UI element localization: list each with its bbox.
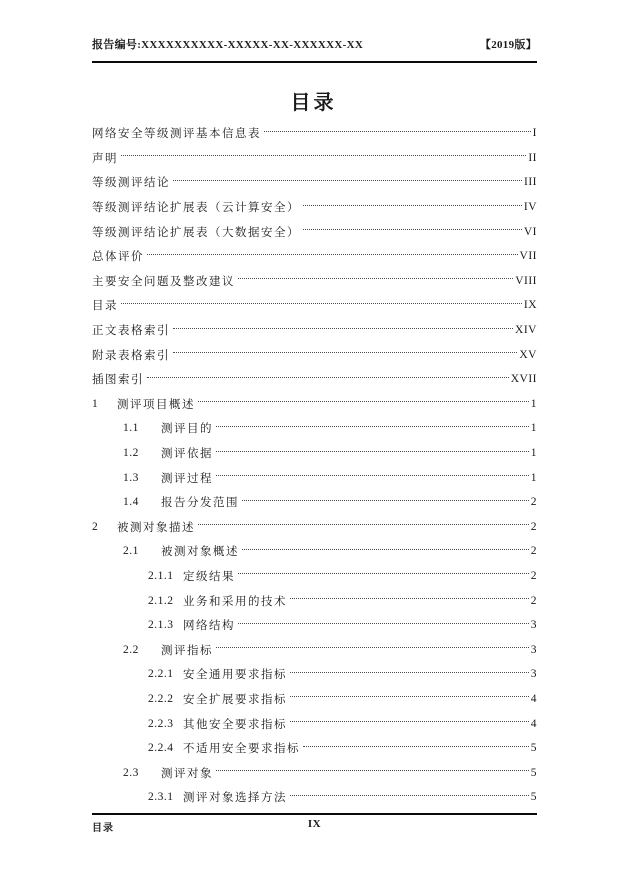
toc-row bbox=[92, 121, 537, 146]
table-of-contents bbox=[92, 121, 537, 810]
toc-entry-page: 2 bbox=[530, 496, 537, 509]
toc-entry-label: 声明 bbox=[92, 152, 118, 165]
footer-section-label: 目录 bbox=[92, 823, 114, 834]
toc-entry-page: 1 bbox=[530, 447, 537, 460]
toc-entry-number: 1.1 bbox=[123, 422, 139, 435]
dot-leader bbox=[216, 475, 529, 476]
toc-row bbox=[92, 219, 537, 244]
toc-entry-label: 总体评价 bbox=[92, 251, 144, 264]
toc-entry-page: IV bbox=[523, 201, 537, 214]
toc-entry-label: 网络结构 bbox=[183, 620, 235, 633]
toc-row bbox=[92, 416, 537, 441]
page-footer bbox=[92, 813, 537, 837]
dot-leader bbox=[290, 795, 529, 796]
dot-leader bbox=[216, 647, 529, 648]
toc-entry-number: 2.3.1 bbox=[148, 791, 174, 804]
toc-entry-number: 2.2 bbox=[123, 643, 139, 656]
toc-entry-label: 测评过程 bbox=[161, 472, 213, 485]
toc-entry-label: 被测对象描述 bbox=[117, 521, 195, 534]
dot-leader bbox=[303, 205, 522, 206]
toc-entry-number: 2.1.3 bbox=[148, 619, 174, 632]
toc-entry-label: 业务和采用的技术 bbox=[183, 595, 287, 608]
dot-leader bbox=[303, 229, 522, 230]
toc-entry-page: VI bbox=[523, 225, 537, 238]
toc-entry-label: 等级测评结论扩展表（大数据安全） bbox=[92, 226, 300, 239]
dot-leader bbox=[147, 254, 518, 255]
page-title: 目录 bbox=[290, 92, 337, 114]
dot-leader bbox=[242, 500, 529, 501]
toc-entry-page: 2 bbox=[530, 569, 537, 582]
toc-entry-label: 等级测评结论扩展表（云计算安全） bbox=[92, 202, 300, 215]
toc-entry-page: VII bbox=[519, 250, 537, 263]
toc-entry-number: 2.1.1 bbox=[148, 569, 174, 582]
toc-entry-page: 2 bbox=[530, 594, 537, 607]
toc-entry-page: XIV bbox=[515, 324, 537, 337]
dot-leader bbox=[198, 524, 529, 525]
toc-row bbox=[92, 637, 537, 662]
toc-row bbox=[92, 539, 537, 564]
toc-entry-label: 被测对象概述 bbox=[161, 546, 239, 559]
toc-entry-label: 报告分发范围 bbox=[161, 497, 239, 510]
toc-entry-page: 1 bbox=[530, 471, 537, 484]
toc-entry-number: 2.1.2 bbox=[148, 594, 174, 607]
dot-leader bbox=[121, 155, 526, 156]
toc-entry-label: 正文表格索引 bbox=[92, 325, 170, 338]
dot-leader bbox=[290, 672, 529, 673]
toc-entry-number: 1.4 bbox=[123, 496, 139, 509]
dot-leader bbox=[216, 451, 529, 452]
toc-row bbox=[92, 564, 537, 589]
toc-entry-label: 定级结果 bbox=[183, 570, 235, 583]
toc-entry-label: 测评对象选择方法 bbox=[183, 792, 287, 805]
toc-entry-number: 2 bbox=[92, 520, 99, 533]
toc-entry-label: 插图索引 bbox=[92, 374, 144, 387]
dot-leader bbox=[198, 401, 529, 402]
toc-row bbox=[92, 760, 537, 785]
toc-entry-page: I bbox=[532, 127, 537, 140]
toc-row bbox=[92, 662, 537, 687]
toc-entry-page: 4 bbox=[530, 717, 537, 730]
toc-entry-label: 测评目的 bbox=[161, 423, 213, 436]
dot-leader bbox=[242, 549, 529, 550]
dot-leader bbox=[216, 426, 529, 427]
toc-entry-page: III bbox=[524, 176, 537, 189]
toc-row bbox=[92, 736, 537, 761]
toc-row bbox=[92, 515, 537, 540]
toc-entry-number: 1.2 bbox=[123, 447, 139, 460]
toc-entry-page: 1 bbox=[530, 397, 537, 410]
toc-entry-label: 等级测评结论 bbox=[92, 177, 170, 190]
toc-entry-number: 1 bbox=[92, 397, 99, 410]
toc-entry-page: IX bbox=[523, 299, 537, 312]
toc-entry-page: XV bbox=[519, 348, 537, 361]
toc-row bbox=[92, 785, 537, 810]
toc-entry-page: 3 bbox=[530, 619, 537, 632]
toc-entry-number: 2.3 bbox=[123, 766, 139, 779]
toc-row bbox=[92, 490, 537, 515]
toc-row bbox=[92, 195, 537, 220]
toc-row bbox=[92, 146, 537, 171]
toc-entry-number: 2.2.1 bbox=[148, 668, 174, 681]
dot-leader bbox=[264, 131, 531, 132]
report-number: 报告编号:XXXXXXXXXX-XXXXX-XX-XXXXXX-XX bbox=[92, 39, 364, 51]
toc-entry-page: 3 bbox=[530, 668, 537, 681]
toc-entry-page: 5 bbox=[530, 742, 537, 755]
toc-row bbox=[92, 588, 537, 613]
dot-leader bbox=[303, 746, 529, 747]
toc-entry-label: 安全扩展要求指标 bbox=[183, 693, 287, 706]
toc-row bbox=[92, 392, 537, 417]
dot-leader bbox=[147, 377, 509, 378]
toc-entry-page: XVII bbox=[510, 373, 537, 386]
toc-entry-page: 4 bbox=[530, 692, 537, 705]
dot-leader bbox=[173, 180, 522, 181]
toc-entry-page: VIII bbox=[515, 274, 537, 287]
toc-entry-label: 网络安全等级测评基本信息表 bbox=[92, 128, 261, 141]
toc-entry-label: 附录表格索引 bbox=[92, 349, 170, 362]
dot-leader bbox=[290, 721, 529, 722]
toc-row bbox=[92, 367, 537, 392]
dot-leader bbox=[238, 278, 513, 279]
toc-entry-number: 2.2.2 bbox=[148, 692, 174, 705]
dot-leader bbox=[290, 696, 529, 697]
toc-entry-number: 1.3 bbox=[123, 471, 139, 484]
toc-entry-number: 2.2.3 bbox=[148, 717, 174, 730]
page-header bbox=[92, 36, 537, 63]
toc-row bbox=[92, 293, 537, 318]
toc-row bbox=[92, 465, 537, 490]
toc-row bbox=[92, 441, 537, 466]
toc-row bbox=[92, 318, 537, 343]
toc-entry-page: II bbox=[528, 151, 537, 164]
dot-leader bbox=[238, 573, 529, 574]
toc-entry-label: 测评项目概述 bbox=[117, 398, 195, 411]
edition-badge: 【2019版】 bbox=[479, 39, 537, 51]
toc-entry-label: 主要安全问题及整改建议 bbox=[92, 275, 235, 288]
toc-entry-page: 3 bbox=[530, 643, 537, 656]
dot-leader bbox=[290, 598, 529, 599]
toc-entry-label: 目录 bbox=[92, 300, 118, 313]
toc-entry-label: 不适用安全要求指标 bbox=[183, 743, 300, 756]
toc-entry-number: 2.2.4 bbox=[148, 742, 174, 755]
toc-row bbox=[92, 342, 537, 367]
dot-leader bbox=[216, 770, 529, 771]
dot-leader bbox=[121, 303, 522, 304]
footer-page-number: IX bbox=[307, 818, 322, 830]
toc-entry-label: 测评依据 bbox=[161, 448, 213, 461]
toc-entry-label: 测评指标 bbox=[161, 644, 213, 657]
toc-row bbox=[92, 170, 537, 195]
toc-entry-page: 2 bbox=[530, 545, 537, 558]
toc-entry-number: 2.1 bbox=[123, 545, 139, 558]
toc-entry-page: 1 bbox=[530, 422, 537, 435]
toc-entry-label: 测评对象 bbox=[161, 767, 213, 780]
dot-leader bbox=[173, 328, 513, 329]
dot-leader bbox=[173, 352, 517, 353]
toc-row bbox=[92, 711, 537, 736]
toc-entry-label: 安全通用要求指标 bbox=[183, 669, 287, 682]
toc-entry-page: 5 bbox=[530, 766, 537, 779]
toc-entry-page: 2 bbox=[530, 520, 537, 533]
dot-leader bbox=[238, 623, 529, 624]
toc-row bbox=[92, 613, 537, 638]
toc-row bbox=[92, 687, 537, 712]
toc-row bbox=[92, 269, 537, 294]
toc-entry-label: 其他安全要求指标 bbox=[183, 718, 287, 731]
toc-row bbox=[92, 244, 537, 269]
toc-entry-page: 5 bbox=[530, 791, 537, 804]
